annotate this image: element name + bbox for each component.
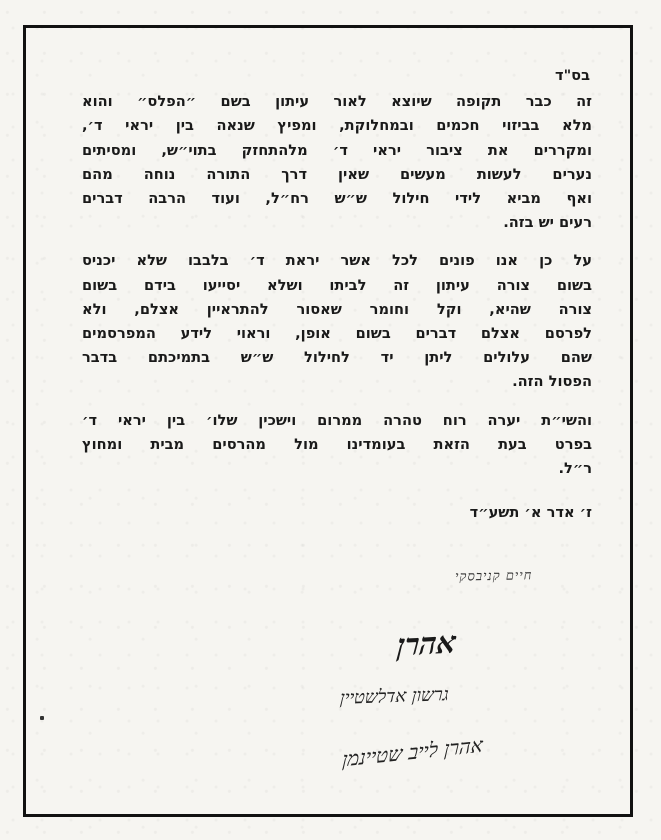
text-line: והשי״ת יערה רוח טהרה ממרום וישכין שלו׳ בין יראי ד׳ <box>82 411 592 429</box>
text-line: לפרסם אצלם דברים בשום אופן, וראוי לידע המפרסמים <box>82 325 592 343</box>
text-line: ומקררים את ציבור יראי ד׳ מלהתחזק בתוי״ש, ומסיתים <box>82 141 592 159</box>
paragraph-2 <box>82 249 592 394</box>
text-line: בשום צורה עיתון זה לביתו ושלא יסייעו בידם בשום <box>82 276 592 294</box>
letter-header: בס"ד <box>554 67 590 84</box>
text-line: בפרט בעת הזאת בעומדינו מול מהרסים מבית ומחוץ <box>82 435 592 453</box>
text-line: נערים לעשות מעשים שאין דרך התורה נוחה מהם <box>82 165 592 183</box>
letter-date: ז׳ אדר א׳ תשע״ד <box>469 504 592 522</box>
text-line: ואף מביא לידי חילול ש״ש רח״ל, ועוד הרבה דברים <box>82 190 592 208</box>
text-line: רעים יש בזה. <box>503 214 592 232</box>
text-line: על כן אנו פונים לכל אשר יראת ד׳ בלבבו שלא יכניס <box>82 252 592 270</box>
text-line: ר״ל. <box>558 460 592 478</box>
text-line: זה כבר תקופה שיוצא לאור עיתון בשם ״הפלס״ והוא <box>82 93 592 111</box>
scan-speck <box>40 716 44 720</box>
paragraph-1 <box>82 90 592 235</box>
text-line: צורה שהיא, וקל וחומר שאסור להתראיין אצלם, ולא <box>82 300 592 318</box>
text-line: מלא בביזוי חכמים ובמחלוקת, ומפיץ שנאה בין יראי ד׳, <box>82 117 592 135</box>
signature-3: גרשון אדלשטיין <box>339 684 450 709</box>
letter-body <box>82 64 592 525</box>
signature-4: אהרן לייב שטיינמן <box>341 732 484 772</box>
text-line: הפסול הזה. <box>512 373 592 391</box>
signature-2: אהרן <box>395 625 458 664</box>
signature-1: חיים קניבסקי <box>454 568 533 585</box>
text-line: שהם עלולים ליתן יד לחילול ש״ש בתמיכתם בדבר <box>82 349 592 367</box>
paragraph-3 <box>82 409 592 482</box>
